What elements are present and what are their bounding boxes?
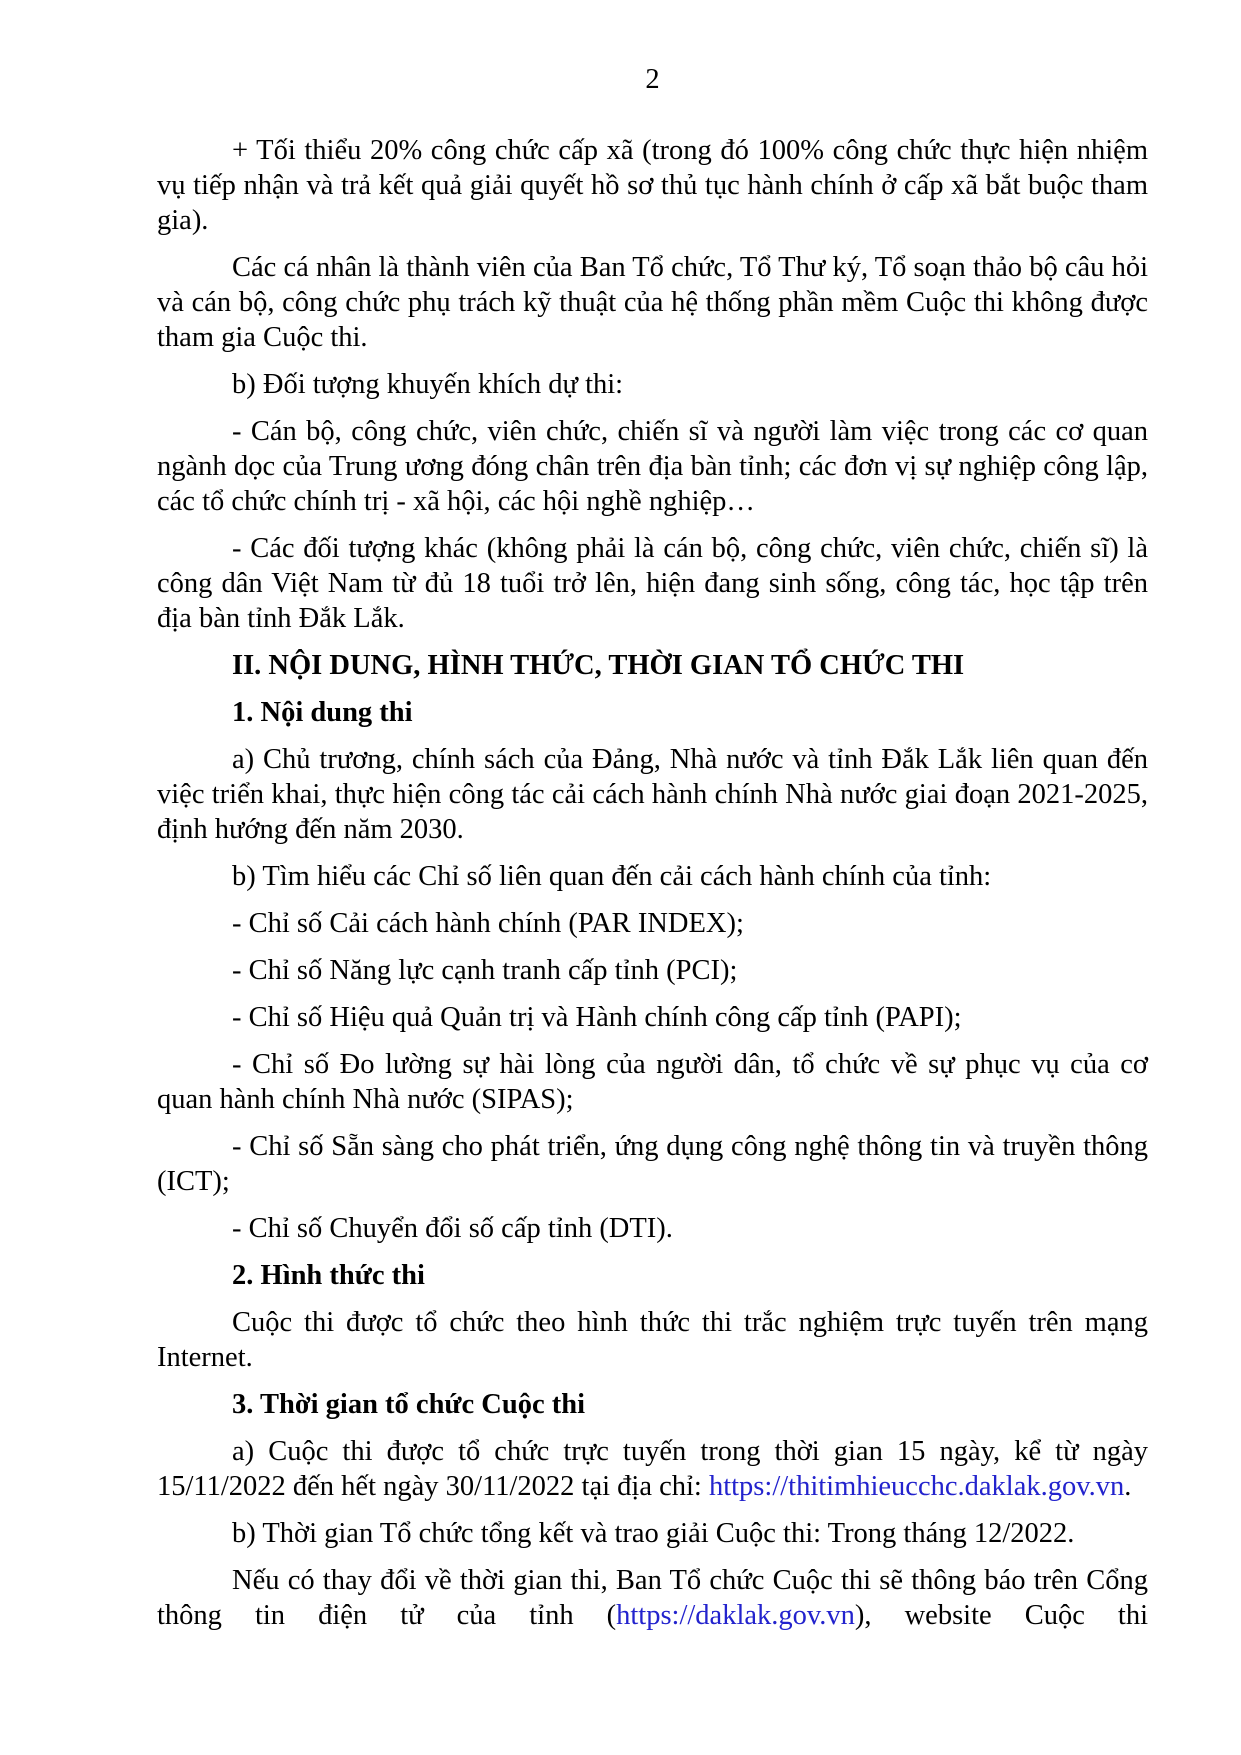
thoi-gian-a-text: a) Cuộc thi được tổ chức trực tuyến trong thời gian 15 ngày, kể từ ngày 15/11/2022 đến hết ngày 30/11/2022 tại địa chỉ: <box>157 1436 1148 1502</box>
list-item-par-index: - Chỉ số Cải cách hành chính (PAR INDEX); <box>232 908 744 939</box>
list-item-dti: - Chỉ số Chuyển đổi số cấp tỉnh (DTI). <box>232 1213 673 1244</box>
subsection-heading-noi-dung: 1. Nội dung thi <box>232 697 413 728</box>
paragraph-ca-nhan: Các cá nhân là thành viên của Ban Tổ chức, Tổ Thư ký, Tổ soạn thảo bộ câu hỏi và cán bộ, công chức phụ trách kỹ thuật của hệ thống phần mềm Cuộc thi không được tham gia Cuộc thi. <box>157 252 1148 353</box>
paragraph-hinh-thuc: Cuộc thi được tổ chức theo hình thức thi trắc nghiệm trực tuyến trên mạng Internet. <box>157 1307 1148 1373</box>
list-item-sipas: - Chỉ số Đo lường sự hài lòng của người dân, tổ chức về sự phục vụ của cơ quan hành chính Nhà nước (SIPAS); <box>157 1049 1148 1115</box>
section-heading-II: II. NỘI DUNG, HÌNH THỨC, THỜI GIAN TỔ CHỨC THI <box>232 650 965 681</box>
thoi-gian-a-period: . <box>1124 1471 1132 1502</box>
neu-co-text: Nếu có thay đổi về thời gian thi, Ban Tổ chức Cuộc thi sẽ thông báo trên Cổng thông tin điện tử của tỉnh ( <box>157 1565 1148 1631</box>
list-item-ict: - Chỉ số Sẵn sàng cho phát triển, ứng dụng công nghệ thông tin và truyền thông (ICT); <box>157 1131 1148 1197</box>
paragraph-thoi-gian-b: b) Thời gian Tổ chức tổng kết và trao giải Cuộc thi: Trong tháng 12/2022. <box>232 1518 1075 1549</box>
paragraph-toi-thieu: + Tối thiểu 20% công chức cấp xã (trong đó 100% công chức thực hiện nhiệm vụ tiếp nhận và trả kết quả giải quyết hồ sơ thủ tục hành chính ở cấp xã bắt buộc tham gia). <box>157 135 1148 236</box>
page-number: 2 <box>645 64 660 95</box>
neu-co-tail: ), website Cuộc thi <box>854 1600 1148 1631</box>
paragraph-thoi-gian-a <box>157 1434 1148 1504</box>
list-item-papi: - Chỉ số Hiệu quả Quản trị và Hành chính công cấp tỉnh (PAPI); <box>232 1002 962 1033</box>
paragraph-doi-tuong-khuyen-khich: b) Đối tượng khuyến khích dự thi: <box>232 369 624 400</box>
province-portal-link[interactable]: https://daklak.gov.vn <box>616 1600 855 1631</box>
paragraph-cac-doi-tuong-khac: - Các đối tượng khác (không phải là cán bộ, công chức, viên chức, chiến sĩ) là công dân Việt Nam từ đủ 18 tuổi trở lên, hiện đang sinh sống, công tác, học tập trên địa bàn tỉnh Đắk Lắk. <box>157 533 1148 634</box>
paragraph-neu-co <box>157 1563 1148 1633</box>
paragraph-chu-truong: a) Chủ trương, chính sách của Đảng, Nhà nước và tỉnh Đắk Lắk liên quan đến việc triển khai, thực hiện công tác cải cách hành chính Nhà nước giai đoạn 2021-2025, định hướng đến năm 2030. <box>157 744 1148 845</box>
subsection-heading-thoi-gian: 3. Thời gian tổ chức Cuộc thi <box>232 1389 586 1420</box>
subsection-heading-hinh-thuc: 2. Hình thức thi <box>232 1260 425 1291</box>
paragraph-can-bo: - Cán bộ, công chức, viên chức, chiến sĩ và người làm việc trong các cơ quan ngành dọc của Trung ương đóng chân trên địa bàn tỉnh; các đơn vị sự nghiệp công lập, các tổ chức chính trị - xã hội, các hội nghề nghiệp… <box>157 416 1148 517</box>
contest-url-link[interactable]: https://thitimhieucchc.daklak.gov.vn <box>708 1471 1125 1502</box>
paragraph-tim-hieu: b) Tìm hiểu các Chỉ số liên quan đến cải cách hành chính của tỉnh: <box>232 861 992 892</box>
list-item-pci: - Chỉ số Năng lực cạnh tranh cấp tỉnh (PCI); <box>232 955 738 986</box>
